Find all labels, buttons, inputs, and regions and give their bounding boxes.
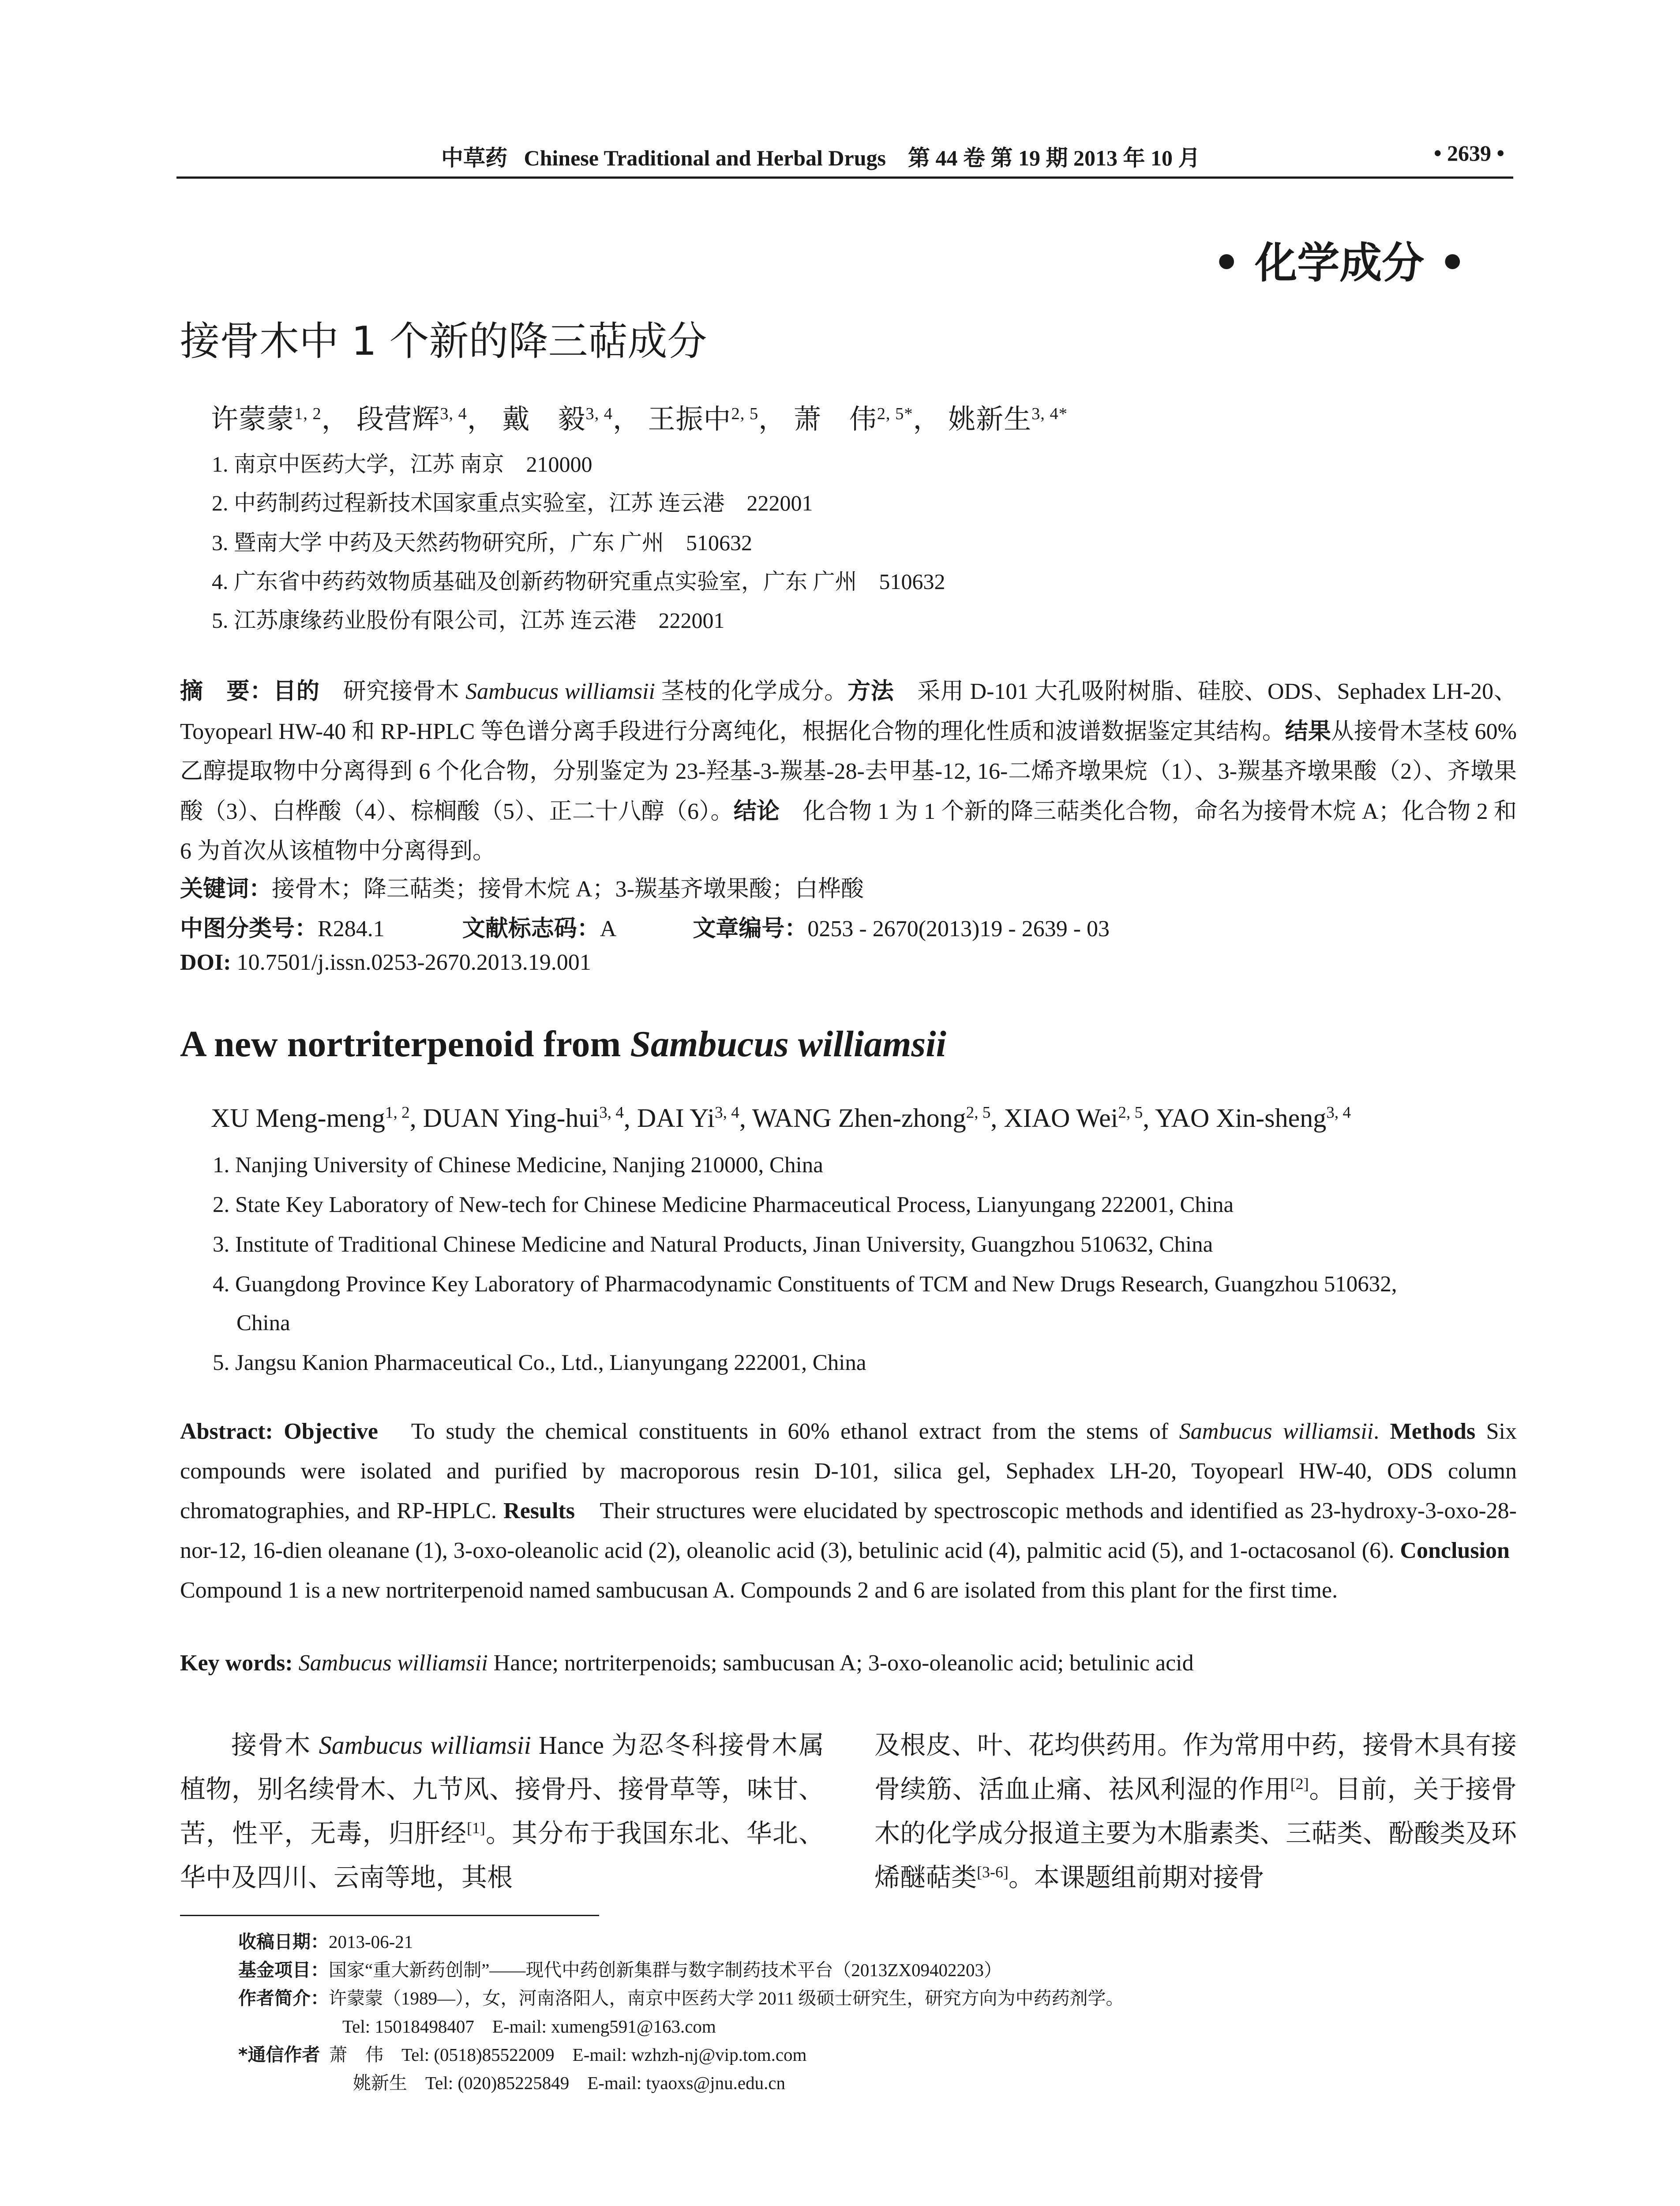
page-number: • 2639 • (1433, 141, 1504, 165)
author-name: 王振中 (648, 405, 731, 435)
footnote-received (238, 1927, 413, 1953)
clc-label: 中图分类号： (180, 915, 318, 942)
author-sep: ， (321, 405, 349, 435)
body-text: Hance 为忍冬科接骨木属植物，别名续骨木、九节风、接骨丹、接骨草等，味甘、苦，性平，无毒，归肝经 (180, 1731, 824, 1848)
keywords-cn (180, 870, 864, 903)
author-name: 戴 毅 (502, 405, 586, 435)
keywords-text: 接骨木；降三萜类；接骨木烷 A；3-羰基齐墩果酸；白桦酸 (272, 877, 864, 902)
abstract-text: 化合物 1 为 1 个新的降三萜类化合物，命名为接骨木烷 A；化合物 2 和 6 为首次从该植物中分离得到。 (180, 799, 1517, 864)
citation-ref: [1] (466, 1819, 485, 1837)
abstract-cn (180, 672, 1517, 871)
author-sep: , (623, 1103, 637, 1133)
body-text: 。其分布于我国东北、华北、华中及四川、云南等地，其根 (180, 1819, 824, 1892)
abstract-text: 研究接骨木 (319, 679, 466, 704)
results-label: 结果 (1285, 718, 1331, 745)
keywords-label: Key words: (180, 1651, 293, 1676)
footnote-bio (238, 1984, 1124, 2010)
keywords-text: Hance; nortriterpenoids; sambucusan A; 3-oxo-oleanolic acid; betulinic acid (488, 1651, 1194, 1676)
author-sep: ， (758, 405, 787, 435)
author-name: 姚新生 (948, 405, 1032, 435)
abstract-text: Compound 1 is a new nortriterpenoid named sambucusan A. Compounds 2 and 6 are isolated from this plant for the first time. (180, 1538, 1533, 1603)
species-name: Sambucus williamsii (298, 1651, 488, 1676)
author-affil-sup: 2, 5 (731, 404, 759, 423)
footnote-corresponding (238, 2040, 806, 2066)
abstract-en (180, 1412, 1533, 1610)
footnote-corresponding-2: 姚新生 Tel: (020)85225849 E-mail: tyaoxs@jnu.edu.cn (353, 2073, 786, 2093)
body-text: 。目前，关于接骨木的化学成分报道主要为木脂素类、三萜类、酚酸类及环烯醚萜类 (874, 1775, 1517, 1892)
doccode-label: 文献标志码： (462, 915, 600, 942)
keywords-label: 关键词： (180, 876, 272, 902)
affiliation-en: 2. State Key Laboratory of New-tech for Chinese Medicine Pharmaceutical Process, Lianyungang 222001, China (213, 1193, 1234, 1217)
methods-label: 方法 (847, 678, 894, 705)
keywords-en (180, 1650, 1194, 1676)
author-affil-sup: 3, 4* (1031, 404, 1068, 423)
section-label: • 化学成分 • (1213, 238, 1466, 288)
abstract-text: Their structures were elucidated by spectroscopic methods and identified as 23-hydroxy-3-oxo-28-nor-12, 16-dien oleanane (1), 3-oxo-oleanolic acid (2), oleanolic acid (3), betulinic acid (4), palmitic acid (5), and 1-octacosanol (6). (180, 1498, 1517, 1563)
doccode-value: A (600, 916, 615, 942)
footnote-text: 国家“重大新药创制”——现代中药创新集群与数字制药技术平台（2013ZX09402203） (329, 1960, 1002, 1980)
footnote-rule (180, 1915, 599, 1916)
author-affil-sup: 1, 2 (294, 404, 322, 423)
article-no-value: 0253 - 2670(2013)19 - 2639 - 03 (807, 916, 1110, 942)
abstract-label: Abstract: Objective (180, 1419, 378, 1444)
conclusion-label: Conclusion (1400, 1538, 1510, 1563)
footnote-label: 基金项目： (238, 1959, 329, 1981)
author-sep: , (409, 1103, 423, 1133)
affiliation-cn: 3. 暨南大学 中药及天然药物研究所，广东 广州 510632 (212, 530, 752, 555)
header-rule (176, 176, 1513, 179)
abstract-text: Six compounds were isolated and purified by macroporous resin D-101, silica gel, Sephadex LH-20, Toyopearl HW-40, ODS column chromatographies, and RP-HPLC. (180, 1419, 1517, 1523)
author-name: 萧 伟 (793, 405, 877, 435)
affiliation-en: 4. Guangdong Province Key Laboratory of Pharmacodynamic Constituents of TCM and New Drugs Research, Guangzhou 510632, (213, 1272, 1397, 1297)
classification-line (180, 910, 1110, 943)
author-name: WANG Zhen-zhong (752, 1103, 966, 1133)
body-text: 及根皮、叶、花均供药用。作为常用中药，接骨木具有接骨续筋、活血止痛、祛风利湿的作用 (874, 1731, 1517, 1804)
affiliation-en: 3. Institute of Traditional Chinese Medicine and Natural Products, Jinan University, Guangzhou 510632, China (213, 1232, 1213, 1257)
author-name: 段营辉 (356, 405, 440, 435)
abstract-text: To study the chemical constituents in 60% ethanol extract from the stems of (378, 1419, 1179, 1444)
author-affil-sup: 2, 5* (877, 404, 913, 423)
author-affil-sup: 1, 2 (385, 1103, 410, 1122)
author-name: 许蒙蒙 (211, 405, 295, 435)
author-name: XIAO Wei (1004, 1103, 1118, 1133)
author-list-en (211, 1103, 1351, 1133)
author-name: DUAN Ying-hui (423, 1103, 600, 1133)
author-affil-sup: 3, 4 (599, 1103, 624, 1122)
author-sep: , (1143, 1103, 1155, 1133)
affiliation-cn: 2. 中药制药过程新技术国家重点实验室，江苏 连云港 222001 (212, 491, 813, 515)
species-name: Sambucus williamsii (319, 1731, 531, 1760)
affiliation-cn: 1. 南京中医药大学，江苏 南京 210000 (212, 452, 592, 476)
citation-ref: [3-6] (977, 1863, 1009, 1881)
conclusion-label: 结论 (733, 798, 780, 825)
author-list-cn (211, 397, 1068, 436)
author-name: XU Meng-meng (211, 1103, 385, 1133)
abstract-text: . (1373, 1419, 1390, 1444)
doi-line (180, 949, 591, 975)
doi-value: 10.7501/j.issn.0253-2670.2013.19.001 (236, 950, 591, 975)
paper-title-cn: 接骨木中 1 个新的降三萜成分 (180, 318, 707, 364)
species-name: Sambucus williamsii (465, 679, 655, 704)
abstract-text: 从接骨木茎枝 60%乙醇提取物中分离得到 6 个化合物，分别鉴定为 23-羟基-3-羰基-28-去甲基-12, 16-二烯齐墩果烷（1）、3-羰基齐墩果酸（2）、齐墩果酸（3）、白桦酸（4）、棕榈酸（5）、正二十八醇（6）。 (180, 719, 1517, 824)
affiliation-en: 1. Nanjing University of Chinese Medicine, Nanjing 210000, China (213, 1153, 823, 1178)
footnote-fund (238, 1955, 1002, 1981)
doi-label: DOI: (180, 950, 231, 975)
affiliation-en-continued: China (236, 1311, 290, 1336)
body-column-right (874, 1723, 1517, 1900)
journal-name-cn: 中草药 (441, 146, 507, 170)
author-affil-sup: 3, 4 (440, 404, 467, 423)
body-text: 接骨木 (231, 1731, 319, 1760)
author-name: YAO Xin-sheng (1155, 1103, 1327, 1133)
body-column-left (180, 1723, 824, 1900)
author-affil-sup: 3, 4 (715, 1103, 739, 1122)
footnote-text: 许蒙蒙（1989—），女，河南洛阳人，南京中医药大学 2011 级硕士研究生，研究方向为中药药剂学。 (329, 1988, 1124, 2008)
body-text: 。本课题组前期对接骨 (1008, 1863, 1264, 1892)
author-affil-sup: 2, 5 (1118, 1103, 1143, 1122)
footnote-label: *通信作者 (238, 2044, 320, 2065)
running-header (176, 140, 1513, 171)
author-name: DAI Yi (637, 1103, 715, 1133)
footnote-bio-contact: Tel: 15018498407 E-mail: xumeng591@163.com (342, 2016, 716, 2037)
author-sep: , (739, 1103, 752, 1133)
clc-value: R284.1 (318, 916, 385, 942)
footnote-label: 作者简介： (238, 1988, 329, 2009)
author-sep: ， (913, 405, 941, 435)
objective-label: 目的 (273, 678, 320, 705)
journal-issue: 第 44 卷 第 19 期 2013 年 10 月 (908, 146, 1200, 170)
author-affil-sup: 3, 4 (585, 404, 613, 423)
paper-title-en (180, 1023, 946, 1065)
author-affil-sup: 2, 5 (966, 1103, 991, 1122)
journal-name-en: Chinese Traditional and Herbal Drugs (524, 146, 886, 170)
author-sep: ， (467, 405, 495, 435)
article-no-label: 文章编号： (693, 915, 808, 942)
journal-line (441, 140, 1200, 172)
abstract-text: 茎枝的化学成分。 (655, 679, 848, 704)
footnote-text: 萧 伟 Tel: (0518)85522009 E-mail: wzhzh-nj@vip.tom.com (329, 2045, 807, 2065)
author-sep: , (990, 1103, 1004, 1133)
results-label: Results (503, 1498, 575, 1523)
footnote-text: 2013-06-21 (329, 1932, 413, 1952)
citation-ref: [2] (1290, 1775, 1309, 1793)
affiliation-cn: 4. 广东省中药药效物质基础及创新药物研究重点实验室，广东 广州 510632 (212, 569, 945, 594)
footnote-label: 收稿日期： (238, 1931, 329, 1952)
species-name: Sambucus williamsii (630, 1024, 946, 1065)
abstract-text: 采用 D-101 大孔吸附树脂、硅胶、ODS、Sephadex LH-20、Toyopearl HW-40 和 RP-HPLC 等色谱分离手段进行分离纯化，根据化合物的理化性质和波谱数据鉴定其结构。 (180, 679, 1517, 744)
author-affil-sup: 3, 4 (1326, 1103, 1351, 1122)
title-text: A new nortriterpenoid from (180, 1024, 630, 1065)
species-name: Sambucus williamsii (1179, 1419, 1374, 1444)
abstract-label: 摘 要： (180, 678, 274, 705)
methods-label: Methods (1390, 1419, 1476, 1444)
author-sep: ， (613, 405, 641, 435)
affiliation-en: 5. Jangsu Kanion Pharmaceutical Co., Ltd., Lianyungang 222001, China (213, 1351, 866, 1375)
affiliation-cn: 5. 江苏康缘药业股份有限公司，江苏 连云港 222001 (212, 608, 725, 633)
